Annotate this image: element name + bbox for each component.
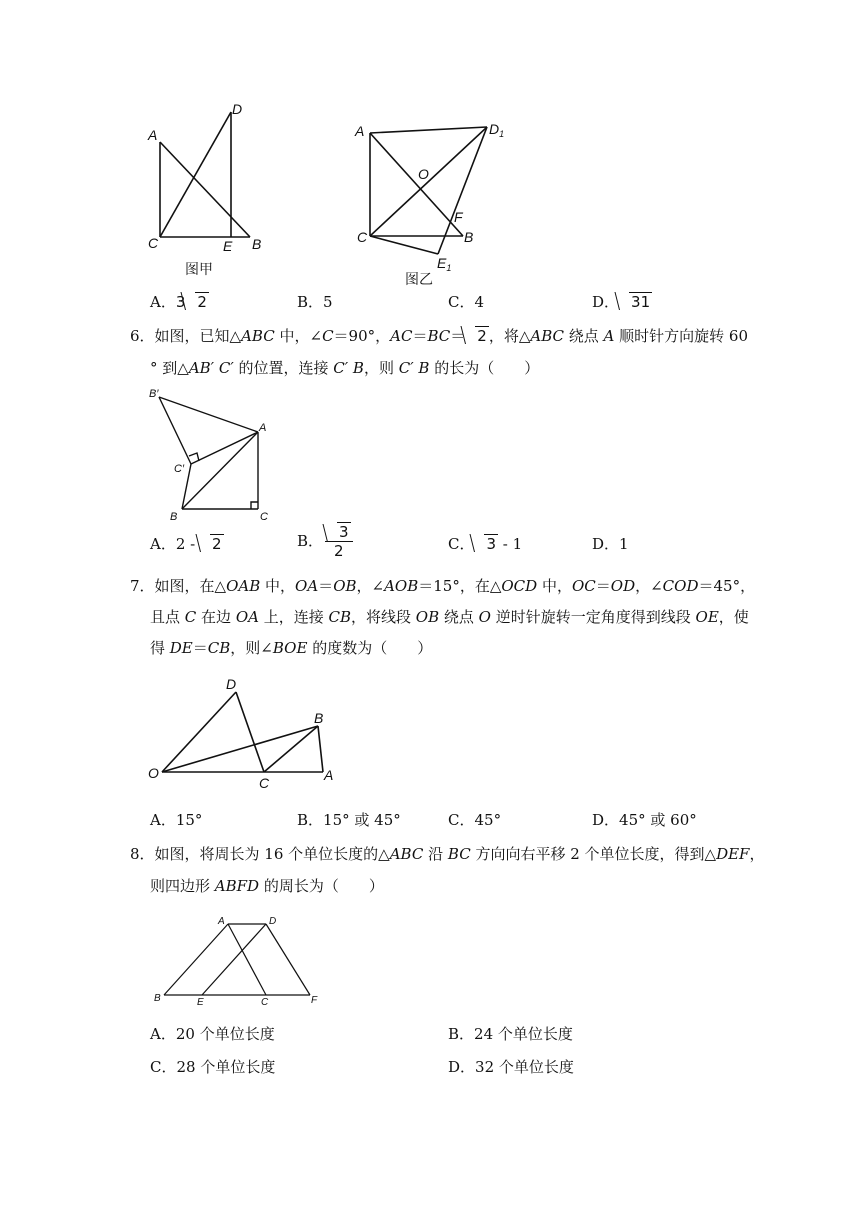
q8-option-d: D．32 个单位长度 (448, 1058, 574, 1076)
label-D: D (226, 676, 237, 692)
q5-figure-yi (350, 112, 520, 292)
label-F: F (311, 995, 318, 1006)
label-C: C (259, 775, 270, 791)
q8-option-c: C．28 个单位长度 (150, 1058, 276, 1076)
q7-figure (140, 672, 350, 794)
label-B: B (314, 710, 324, 726)
q6-option-c: C． 3 - 1 (448, 532, 522, 556)
label-A: A (355, 123, 365, 139)
label-E1: $E_1$ (437, 255, 452, 273)
q8-option-b: B．24 个单位长度 (448, 1025, 573, 1043)
q8-stem-line2: 则四边形 ABFD 的周长为（ ） (150, 877, 384, 895)
q5-option-a: A．3 2 (150, 290, 209, 314)
q8-stem-line1: 8．如图，将周长为 16 个单位长度的△ABC 沿 BC 方向向右平移 2 个单位长度，得到△DEF， (130, 845, 765, 863)
label-F: F (454, 209, 463, 225)
q8-option-a: A．20 个单位长度 (150, 1025, 275, 1043)
q6-stem-line2: ° 到△AB′ C′ 的位置，连接 C′ B，则 C′ B 的长为（ ） (150, 359, 540, 377)
q7-option-b: B．15° 或 45° (297, 811, 401, 829)
q5-figure-jia (140, 96, 280, 286)
label-E: E (197, 997, 204, 1008)
q7-stem-line3: 得 DE＝CB，则∠BOE 的度数为（ ） (150, 639, 433, 657)
label-B: B (252, 236, 262, 252)
label-D: D (232, 101, 243, 117)
q5-option-b: B．5 (297, 293, 333, 311)
label-O: O (418, 166, 429, 182)
q7-option-d: D．45° 或 60° (592, 811, 697, 829)
q6-option-b: B． $\frac{3}{2}$ (297, 522, 355, 560)
q6-stem-line1: 6．如图，已知△ABC 中，∠C＝90°，AC＝BC＝ 2 ，将△ABC 绕点 A 顺时针方向旋转 60 (130, 324, 748, 348)
label-C: C (148, 235, 159, 251)
label-D: D (269, 916, 277, 927)
label-B: B (464, 229, 474, 245)
label-C: C (260, 511, 268, 523)
label-A: A (259, 422, 267, 434)
label-D1: $D_1$ (489, 121, 505, 139)
label-A: A (324, 767, 334, 783)
q7-stem-line1: 7．如图，在△OAB 中，OA＝OB，∠AOB＝15°，在△OCD 中，OC＝OD，∠COD＝45°， (130, 577, 756, 595)
q7-option-c: C．45° (448, 811, 502, 829)
label-E: E (223, 238, 233, 254)
label-C: C (261, 997, 269, 1008)
label-C: C (357, 229, 368, 245)
q5-option-d: D． 31 (592, 290, 652, 314)
q6-option-d: D．1 (592, 535, 629, 553)
label-A: A (218, 916, 225, 927)
figure-caption: 图乙 (405, 272, 433, 288)
label-O: O (148, 765, 159, 781)
q8-figure (145, 910, 325, 1010)
label-A: A (148, 127, 158, 143)
label-B-prime: B′ (149, 388, 159, 400)
label-B: B (154, 993, 161, 1004)
q7-stem-line2: 且点 C 在边 OA 上，连接 CB，将线段 OB 绕点 O 逆时针旋转一定角度得到线段 OE，使 (150, 608, 749, 626)
figure-caption: 图甲 (185, 262, 213, 278)
q6-figure (145, 384, 285, 524)
q6-option-a: A．2 - 2 (150, 532, 224, 556)
label-B: B (170, 511, 178, 523)
q7-option-a: A．15° (150, 811, 203, 829)
q5-option-c: C．4 (448, 293, 485, 311)
label-C-prime: C′ (174, 463, 185, 475)
